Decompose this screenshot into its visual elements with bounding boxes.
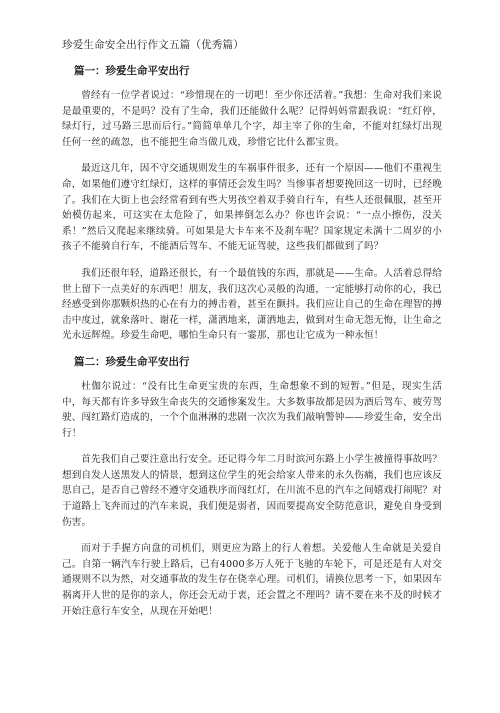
- section-heading: 篇一：珍爱生命平安出行: [74, 65, 190, 77]
- document-title: 珍爱生命安全出行作文五篇（优秀篇）: [62, 39, 244, 51]
- section-1: [62, 64, 442, 344]
- section-heading: 篇二：珍爱生命平安出行: [74, 355, 190, 368]
- paragraph: 曾经有一位学者说过：“珍惜现在的一切吧！至少你还活着。”我想：生命对我们来说是最重要的，不是吗？没有了生命，我们还能做什么呢？记得妈妈常跟我说：“红灯停，绿灯行，过马路三思而后行。”简简单单几个字，却主宰了你的生命，不能对红绿灯出现任何一丝的疏忽，也不能把生命当做儿戏，珍惜它比什么都宝贵。: [62, 90, 442, 148]
- paragraph: 而对于手握方向盘的司机们，则更应为路上的行人着想。关爱他人生命就是关爱自己。自第一辆汽车行驶上路后，已有4000多万人死于飞驰的车轮下，可是还是有人对交通规则不以为然，对交通事故的发生存在侥幸心理。司机们，请换位思考一下，如果因车祸离开人世的是你的亲人，你还会无动于衷，还会置之不理吗？请不要在来不及的时候才开始注意行车安全，从现在开始吧！: [62, 543, 443, 617]
- paragraph: 杜伽尔说过：“没有比生命更宝贵的东西，生命想象不到的短暂。”但是，现实生活中，每天都有许多导致生命丧失的交通惨案发生。大多数事故都是因为酒后驾车、疲劳驾驶、闯红路灯造成的，一个个血淋淋的悲剧一次次为我们敲响警钟——珍爱生命，安全出行！: [62, 380, 443, 439]
- paragraph: 首先我们自己要注意出行安全。还记得今年二月时滨河东路上小学生被撞得事故吗？想到自发人送黑发人的情景，想到这位学生的死会给家人带来的永久伤痛，我们也应该反思自己，是否自己曾经不遵守交通秩序而闯红灯，在川流不息的汽车之间嬉戏打闹呢？对于道路上飞奔而过的汽车来说，我们便是弱者，因而要提高安全防范意识，避免自身受到伤害。: [62, 454, 443, 528]
- section-2: [62, 355, 442, 619]
- paragraph: 我们还很年轻，道路还很长，有一个最值钱的东西，那就是——生命。人活着总得给世上留下一点美好的东西吧！朋友，我们这次心灵般的沟通，一定能够打动你的心，我已经感受到你那颗炽热的心在有力的搏击着，甚至在颤抖。我们应让自己的生命在理智的搏击中度过，就象落叶、谢花一样，潇洒地来，潇洒地去，做到对生命无怨无悔，让生命之光永远辉煌。珍爱生命吧，哪怕生命只有一霎那，那也让它成为一种永恒！: [62, 267, 443, 342]
- paragraph: 最近这几年，因不守交通规则发生的车祸事件很多，还有一个原因——他们不重视生命，如果他们遵守红绿灯，这样的事情还会发生吗？当惨事者想要挽回这一切时，已经晚了。我们在大街上也会经常看到有些大男孩空着双手骑自行车，有些人还很佩服，甚至开始模仿起来，可这实在太危险了，如果摔倒怎么办？你也许会说：“一点小擦伤，没关系！”然后又爬起来继续骑。可如果是大卡车来不及刹车呢？国家规定未满十二周岁的小孩子不能骑自行车，不能酒后驾车、不能无证驾驶，这些我们都做到了吗？: [62, 163, 443, 253]
- document-page: [62, 38, 442, 630]
